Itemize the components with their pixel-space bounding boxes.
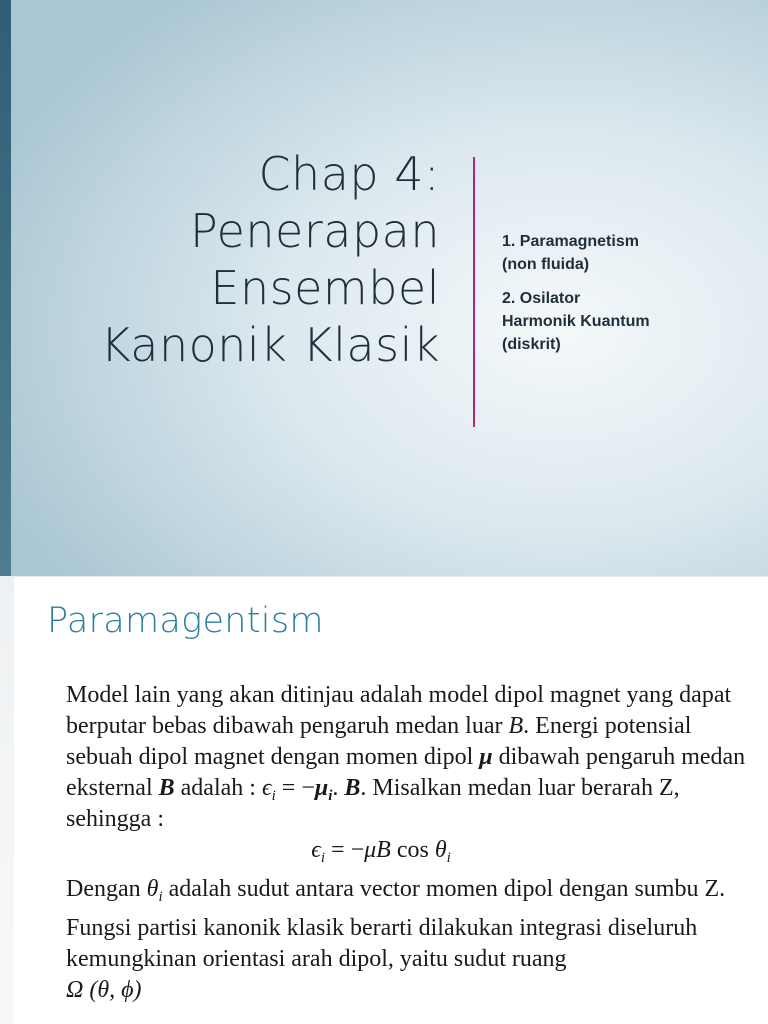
math-subscript: i [158, 889, 163, 905]
title-line-4: Kanonik Klasik [100, 318, 440, 372]
text-run: . Energi potensial sebuah dipol magnet dengan momen dipol [66, 713, 692, 770]
math-symbol: μ [314, 775, 329, 801]
math-subscript: i [320, 850, 326, 866]
text-run: dibawah pengaruh medan eksternal [66, 744, 746, 801]
vertical-divider [473, 157, 475, 427]
paragraph-2 [66, 874, 756, 905]
slide-body [66, 680, 756, 1006]
table-of-contents [502, 230, 752, 367]
text-run: Model lain yang akan ditinjau adalah model dipol magnet yang dapat berputar bebas dibawah pengaruh medan luar [66, 682, 732, 739]
slide-edge-bar [0, 576, 14, 1024]
math-symbol: θ [146, 876, 159, 902]
text-run: adalah : [174, 775, 262, 801]
math-symbol: B [344, 775, 361, 801]
math-operator: = − [325, 837, 365, 863]
title-line-1: Chap 4: [258, 147, 440, 201]
math-symbol: μ [479, 744, 493, 770]
slide-edge-bar [0, 0, 11, 576]
text-run: adalah sudut antara vector momen dipol dengan sumbu Z. [162, 876, 726, 902]
math-subscript: i [446, 850, 451, 866]
math-function: cos [390, 837, 435, 863]
math-symbol: μB [364, 837, 391, 863]
paragraph-3 [66, 913, 756, 1006]
math-subscript: i [328, 788, 333, 804]
text-run: Fungsi partisi kanonik klasik berarti dilakukan integrasi diseluruh kemungkinan orientasi arah dipol, yaitu sudut ruang [66, 915, 698, 972]
text-run: . [360, 775, 367, 801]
text-run: Misalkan medan luar berarah Z, sehingga : [66, 775, 680, 832]
slide-number: 1 [67, 388, 75, 403]
math-symbol: ϵ [311, 837, 321, 863]
math-symbol: Ω (θ, ϕ) [66, 977, 142, 1003]
math-symbol: B [508, 713, 524, 739]
toc-item-2: 2. Osilator Harmonik Kuantum (diskrit) [502, 290, 650, 353]
slide-heading: Paramagentism [47, 601, 324, 641]
text-run: Dengan [66, 876, 147, 902]
math-subscript: i [271, 788, 276, 804]
equation [66, 835, 756, 866]
math-symbol: ϵ [261, 775, 272, 801]
title-line-2: Penerapan [190, 204, 440, 258]
toc-item-1: 1. Paramagnetism (non fluida) [502, 233, 639, 273]
math-symbol: B [158, 775, 175, 801]
content-slide [0, 576, 768, 1024]
slide-separator [14, 576, 768, 577]
math-operator: = − [275, 775, 315, 801]
paragraph-1 [66, 680, 756, 835]
math-symbol: θ [434, 837, 447, 863]
title-line-3: Ensembel [210, 261, 440, 315]
math-operator: . [332, 775, 345, 801]
slide-title [20, 146, 440, 374]
